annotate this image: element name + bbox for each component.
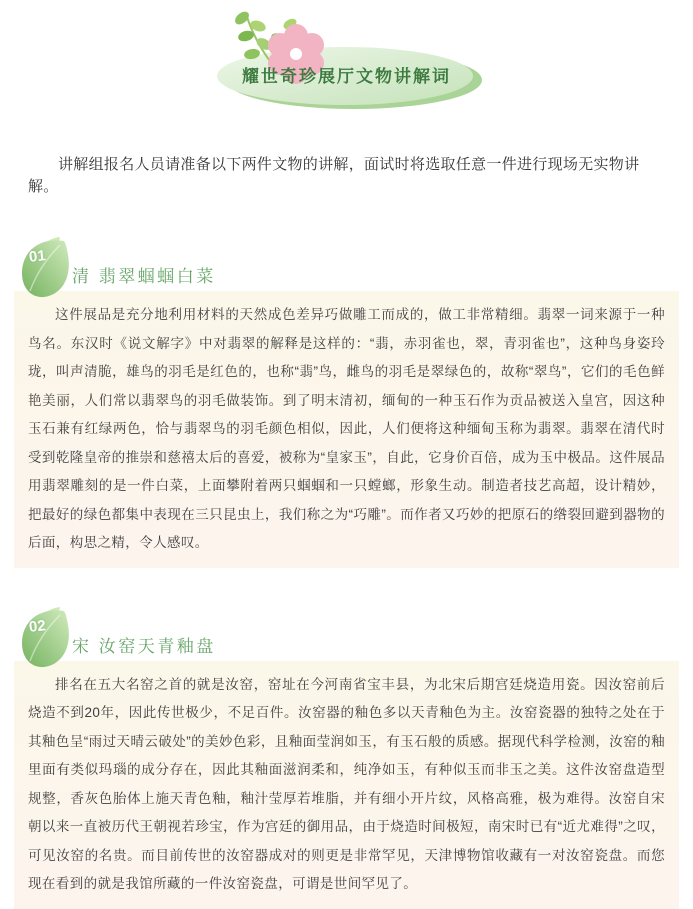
section-title: 宋 汝窑天青釉盘 xyxy=(72,636,216,656)
section-leaf-icon xyxy=(16,605,76,669)
section-jadeite-cabbage xyxy=(0,235,693,568)
page-title: 耀世奇珍展厅文物讲解词 xyxy=(242,67,451,86)
section-ru-kiln-plate xyxy=(0,605,693,909)
section-body-text: 排名在五大名窑之首的就是汝窑，窑址在今河南省宝丰县，为北宋后期宫廷烧造用瓷。因汝窑前后烧造不到20年，因此传世极少，不足百件。汝窑器的釉色多以天青釉色为主。汝窑瓷器的独特之处在于其釉色呈“雨过天晴云破处”的美妙色彩，且釉面莹润如玉，有玉石般的质感。据现代科学检测，汝窑的釉里面有类似玛瑙的成分存在，因此其釉面滋润柔和，纯净如玉，有种似玉而非玉之美。这件汝窑盘造型规整，香灰色胎体上施天青色釉，釉汁莹厚若堆脂，并有细小开片纹，风格高雅，极为难得。汝窑自宋朝以来一直被历代王朝视若珍宝，作为宫廷的御用品，由于烧造时间极短，南宋时已有“近尤难得”之叹，可见汝窑的名贵。而目前传世的汝窑器成对的则更是非常罕见，天津博物馆收藏有一对汝窑瓷盘。而您现在看到的就是我馆所藏的一件汝窑瓷盘，可谓是世间罕见了。 xyxy=(14,661,679,909)
header xyxy=(0,0,693,118)
section-title: 清 翡翠蝈蝈白菜 xyxy=(72,267,216,286)
section-number-badge: 02 xyxy=(28,616,47,636)
section-number-badge: 01 xyxy=(28,247,47,266)
section-leaf-icon xyxy=(16,235,76,299)
section-2-header xyxy=(16,605,693,667)
intro-text: 讲解组报名人员请准备以下两件文物的讲解，面试时将选取任意一件进行现场无实物讲解。 xyxy=(28,156,640,195)
section-body-text: 这件展品是充分地利用材料的天然成色差异巧做雕工而成的，做工非常精细。翡翠一词来源于一种鸟名。东汉时《说文解字》中对翡翠的解释是这样的：“翡，赤羽雀也，翠，青羽雀也”，这种鸟身姿玲珑，叫声清脆，雄鸟的羽毛是红色的，也称“翡”鸟，雌鸟的羽毛是翠绿色的，故称“翠鸟”，它们的毛色鲜艳美丽，人们常以翡翠鸟的羽毛做装饰。到了明末清初，缅甸的一种玉石作为贡品被送入皇宫，因这种玉石兼有红绿两色，恰与翡翠鸟的羽毛颜色相似，因此，人们便将这种缅甸玉称为翡翠。翡翠在清代时受到乾隆皇帝的推崇和慈禧太后的喜爱，被称为“皇家玉”，自此，它身价百倍，成为玉中极品。这件展品用翡翠雕刻的是一件白菜，上面攀附着两只蝈蝈和一只螳螂，形象生动。制造者技艺高超，设计精妙，把最好的绿色都集中表现在三只昆虫上，我们称之为“巧雕”。而作者又巧妙的把原石的绺裂回避到器物的后面，构思之精，令人感叹。 xyxy=(14,291,679,568)
section-1-header xyxy=(16,235,693,297)
header-decoration xyxy=(208,6,488,114)
